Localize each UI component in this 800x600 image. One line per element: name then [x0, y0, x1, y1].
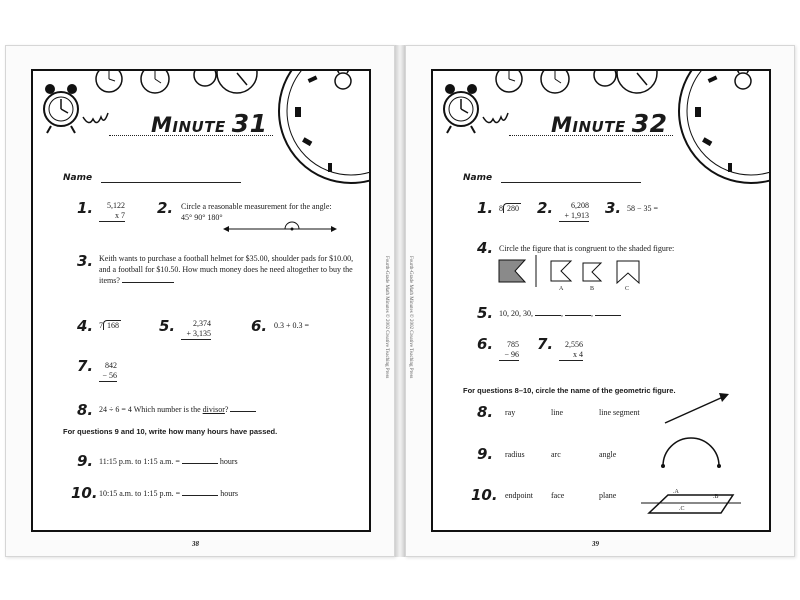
q2-bottom-number: + 1,913	[559, 211, 589, 222]
worksheet-frame	[31, 69, 371, 532]
option-line-segment[interactable]: line segment	[599, 408, 640, 417]
question-2-number: 2.	[537, 199, 554, 217]
question-8-prompt: 24 ÷ 6 = 4 Which number is the	[99, 405, 201, 414]
figure-a-label[interactable]: A	[559, 286, 564, 292]
spine-text: Fourth-Grade Math Minutes © 2002 Creative Teaching Press	[384, 256, 389, 379]
question-6-number: 6.	[477, 335, 494, 353]
title-rule	[109, 135, 273, 136]
question-7-number: 7.	[77, 357, 94, 375]
question-5-number: 5.	[477, 304, 494, 322]
question-9-prompt: 11:15 p.m. to 1:15 a.m. =	[99, 457, 180, 466]
question-2-number: 2.	[157, 199, 174, 217]
worksheet-frame	[431, 69, 771, 532]
option-angle[interactable]: angle	[599, 450, 617, 459]
title-number: 32	[631, 109, 668, 138]
option-plane[interactable]: plane	[599, 491, 617, 500]
spine-text: Fourth-Grade Math Minutes © 2002 Creative Teaching Press	[408, 256, 413, 379]
question-1-division	[499, 203, 521, 213]
question-9-answer-blank[interactable]	[182, 456, 218, 464]
question-6-number: 6.	[251, 317, 268, 335]
figure-c-label[interactable]: C	[625, 286, 630, 292]
question-9-text	[99, 456, 238, 467]
instruction-text: For questions 9 and 10, write how many hours have passed.	[63, 427, 278, 436]
q7-top-number: 2,556	[565, 340, 583, 349]
option-arc[interactable]: arc	[551, 450, 561, 459]
q1-bottom-number: x 7	[99, 211, 125, 222]
question-5-blank-3[interactable]	[595, 308, 621, 316]
q2-top-number: 6,208	[571, 201, 589, 210]
book-gutter	[395, 45, 405, 557]
question-8-number: 8.	[77, 401, 94, 419]
question-10-answer-blank[interactable]	[182, 488, 218, 496]
title-word: Minute	[151, 113, 226, 137]
question-3-answer-blank[interactable]	[122, 275, 174, 283]
question-10-unit: hours	[220, 489, 238, 498]
question-3-text: 58 − 35 =	[627, 204, 659, 213]
question-5-sequence: 10, 20, 30,	[499, 309, 533, 318]
option-ray[interactable]: ray	[505, 408, 516, 417]
question-2-text: Circle a reasonable measurement for the angle:	[181, 202, 332, 211]
question-8-text	[99, 404, 256, 415]
option-line[interactable]: line	[551, 408, 563, 417]
question-6-text: 0.3 + 0.3 =	[274, 321, 310, 330]
question-5-number: 5.	[159, 317, 176, 335]
question-4-text: Circle the figure that is congruent to the shaded figure:	[499, 244, 675, 253]
question-5-problem	[181, 319, 211, 340]
title-word: Minute	[551, 113, 626, 137]
workbook-page-left	[5, 45, 395, 557]
question-4-number: 4.	[477, 239, 494, 257]
question-10-prompt: 10:15 a.m. to 1:15 p.m. =	[99, 489, 181, 498]
question-7-number: 7.	[537, 335, 554, 353]
q1-divisor: 8	[499, 204, 503, 213]
question-10-number: 10.	[71, 484, 98, 502]
title-number: 31	[231, 109, 268, 138]
question-3-text	[99, 253, 365, 286]
question-1-number: 1.	[477, 199, 494, 217]
question-2-options[interactable]: 45° 90° 180°	[181, 213, 223, 222]
name-label: Name	[63, 173, 93, 183]
q4-dividend: 168	[103, 320, 121, 330]
question-6-problem	[499, 340, 519, 361]
question-8-number: 8.	[477, 403, 494, 421]
q1-dividend: 280	[503, 203, 521, 213]
q7-bottom-number: − 56	[99, 371, 117, 382]
point-a-label: .A	[673, 489, 679, 495]
question-7-problem	[559, 340, 583, 361]
question-4-division	[99, 320, 121, 330]
figure-b-label[interactable]: B	[590, 286, 595, 292]
name-field[interactable]	[501, 182, 641, 183]
page-title	[151, 109, 268, 138]
question-4-number: 4.	[77, 317, 94, 335]
question-7-problem	[99, 361, 117, 382]
name-label: Name	[463, 173, 493, 183]
name-field[interactable]	[101, 182, 241, 183]
question-3-number: 3.	[77, 252, 94, 270]
page-number: 38	[192, 540, 199, 548]
question-2-problem	[559, 201, 589, 222]
question-5-text: 10, 20, 30, , ,	[499, 308, 621, 319]
page-number: 39	[592, 540, 599, 548]
title-rule	[509, 135, 673, 136]
point-b-label: .B	[713, 494, 719, 500]
page-title	[551, 109, 668, 138]
q1-top-number: 5,122	[107, 201, 125, 210]
question-5-blank-1[interactable]	[535, 308, 561, 316]
question-8-end: ?	[224, 405, 229, 414]
q7-bottom-number: x 4	[559, 350, 583, 361]
question-8-answer-blank[interactable]	[230, 404, 256, 412]
question-9-unit: hours	[219, 457, 238, 466]
question-3-prompt: Keith wants to purchase a football helmet for $35.00, shoulder pads for $10.00, and a football for $10.50. How much money does he need altogether to buy the items?	[99, 254, 354, 285]
question-9-number: 9.	[477, 445, 494, 463]
workbook-page-right	[405, 45, 795, 557]
instruction-text: For questions 8–10, circle the name of the geometric figure.	[463, 386, 676, 395]
q5-bottom-number: + 3,135	[181, 329, 211, 340]
q5-top-number: 2,374	[193, 319, 211, 328]
question-10-text	[99, 488, 238, 499]
question-5-blank-2[interactable]	[565, 308, 591, 316]
point-c-label: .C	[679, 506, 685, 512]
option-endpoint[interactable]: endpoint	[505, 491, 533, 500]
q7-top-number: 842	[105, 361, 117, 370]
question-3-number: 3.	[605, 199, 622, 217]
question-1-number: 1.	[77, 199, 94, 217]
question-8-keyword: divisor	[202, 405, 225, 414]
question-1-problem	[99, 201, 125, 222]
option-radius[interactable]: radius	[505, 450, 525, 459]
q4-divisor: 7	[99, 321, 103, 330]
question-9-number: 9.	[77, 452, 94, 470]
q6-bottom-number: − 96	[499, 350, 519, 361]
q6-top-number: 785	[507, 340, 519, 349]
option-face[interactable]: face	[551, 491, 565, 500]
question-10-number: 10.	[471, 486, 498, 504]
